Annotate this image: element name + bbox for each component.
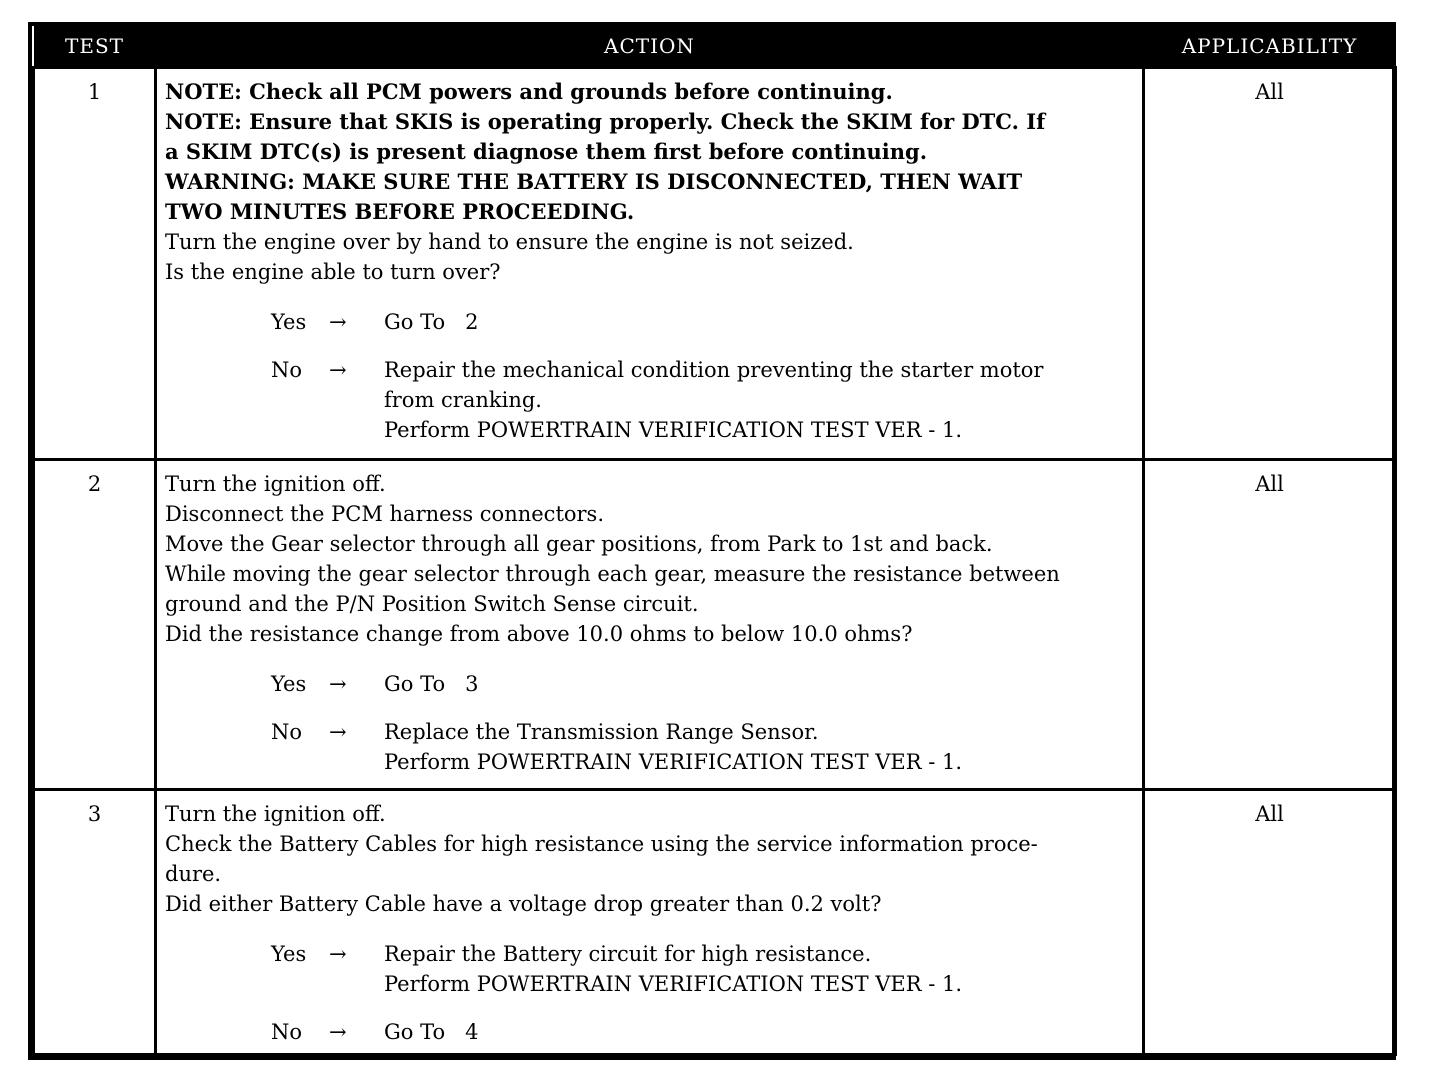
arrow-icon: → (329, 720, 347, 744)
header-action: ACTION (156, 26, 1144, 68)
question-line: Is the engine able to turn over? (165, 260, 501, 284)
yes-label: Yes (271, 672, 307, 696)
instruction-line: Turn the ignition off. (165, 472, 386, 496)
result-line: Repair the Battery circuit for high resistance. (384, 942, 872, 966)
warning-line: TWO MINUTES BEFORE PROCEEDING. (165, 199, 635, 224)
instruction-line: Turn the engine over by hand to ensure the engine is not seized. (165, 230, 854, 254)
yes-result (384, 939, 1136, 999)
yes-label: Yes (271, 942, 307, 966)
warning-line: WARNING: MAKE SURE THE BATTERY IS DISCONNECTED, THEN WAIT (165, 169, 1023, 194)
arrow-icon: → (329, 672, 347, 696)
action-cell (156, 460, 1144, 790)
applicability-value: All (1144, 460, 1396, 790)
test-number: 3 (34, 790, 156, 1055)
no-label: No (271, 358, 303, 382)
action-cell (156, 790, 1144, 1055)
no-label: No (271, 1020, 303, 1044)
action-cell (156, 68, 1144, 460)
arrow-icon: → (329, 1020, 347, 1044)
instruction-line: dure. (165, 862, 222, 886)
no-branch (165, 355, 1136, 445)
question-line: Did either Battery Cable have a voltage drop greater than 0.2 volt? (165, 892, 882, 916)
test-number: 1 (34, 68, 156, 460)
no-branch (165, 717, 1136, 777)
instruction-line: ground and the P/N Position Switch Sense circuit. (165, 592, 699, 616)
table-row (34, 68, 1396, 460)
question-line: Did the resistance change from above 10.0 ohms to below 10.0 ohms? (165, 622, 913, 646)
yes-branch (165, 307, 1136, 337)
yes-branch (165, 669, 1136, 699)
result-line: from cranking. (384, 388, 542, 412)
instruction-line: Check the Battery Cables for high resistance using the service information proce- (165, 832, 1038, 856)
result-line: Perform POWERTRAIN VERIFICATION TEST VER - 1. (384, 418, 963, 442)
yes-result (384, 307, 1136, 337)
arrow-icon: → (329, 310, 347, 334)
header-applicability: APPLICABILITY (1144, 26, 1396, 68)
result-line: Go To 4 (384, 1020, 479, 1044)
result-line: Perform POWERTRAIN VERIFICATION TEST VER - 1. (384, 972, 963, 996)
table-row (34, 460, 1396, 790)
instruction-line: While moving the gear selector through each gear, measure the resistance between (165, 562, 1060, 586)
yes-branch (165, 939, 1136, 999)
test-number: 2 (34, 460, 156, 790)
applicability-value: All (1144, 790, 1396, 1055)
table-row (34, 790, 1396, 1055)
diagnostic-table (28, 22, 1396, 1060)
no-result (384, 717, 1136, 777)
result-line: Perform POWERTRAIN VERIFICATION TEST VER - 1. (384, 750, 963, 774)
no-result (384, 1017, 1136, 1047)
no-result (384, 355, 1136, 445)
note-line: NOTE: Ensure that SKIS is operating properly. Check the SKIM for DTC. If (165, 109, 1046, 134)
no-branch (165, 1017, 1136, 1047)
arrow-icon: → (329, 358, 347, 382)
result-line: Replace the Transmission Range Sensor. (384, 720, 819, 744)
instruction-line: Turn the ignition off. (165, 802, 386, 826)
result-line: Go To 3 (384, 672, 479, 696)
no-label: No (271, 720, 303, 744)
table-header-row (34, 26, 1396, 68)
diagnostic-table-grid (32, 26, 1397, 1056)
instruction-line: Disconnect the PCM harness connectors. (165, 502, 605, 526)
arrow-icon: → (329, 942, 347, 966)
yes-label: Yes (271, 310, 307, 334)
note-line: a SKIM DTC(s) is present diagnose them first before continuing. (165, 139, 928, 164)
note-line: NOTE: Check all PCM powers and grounds before continuing. (165, 79, 893, 104)
result-line: Go To 2 (384, 310, 479, 334)
yes-result (384, 669, 1136, 699)
header-test: TEST (34, 26, 156, 68)
result-line: Repair the mechanical condition preventing the starter motor (384, 358, 1044, 382)
applicability-value: All (1144, 68, 1396, 460)
instruction-line: Move the Gear selector through all gear positions, from Park to 1st and back. (165, 532, 993, 556)
